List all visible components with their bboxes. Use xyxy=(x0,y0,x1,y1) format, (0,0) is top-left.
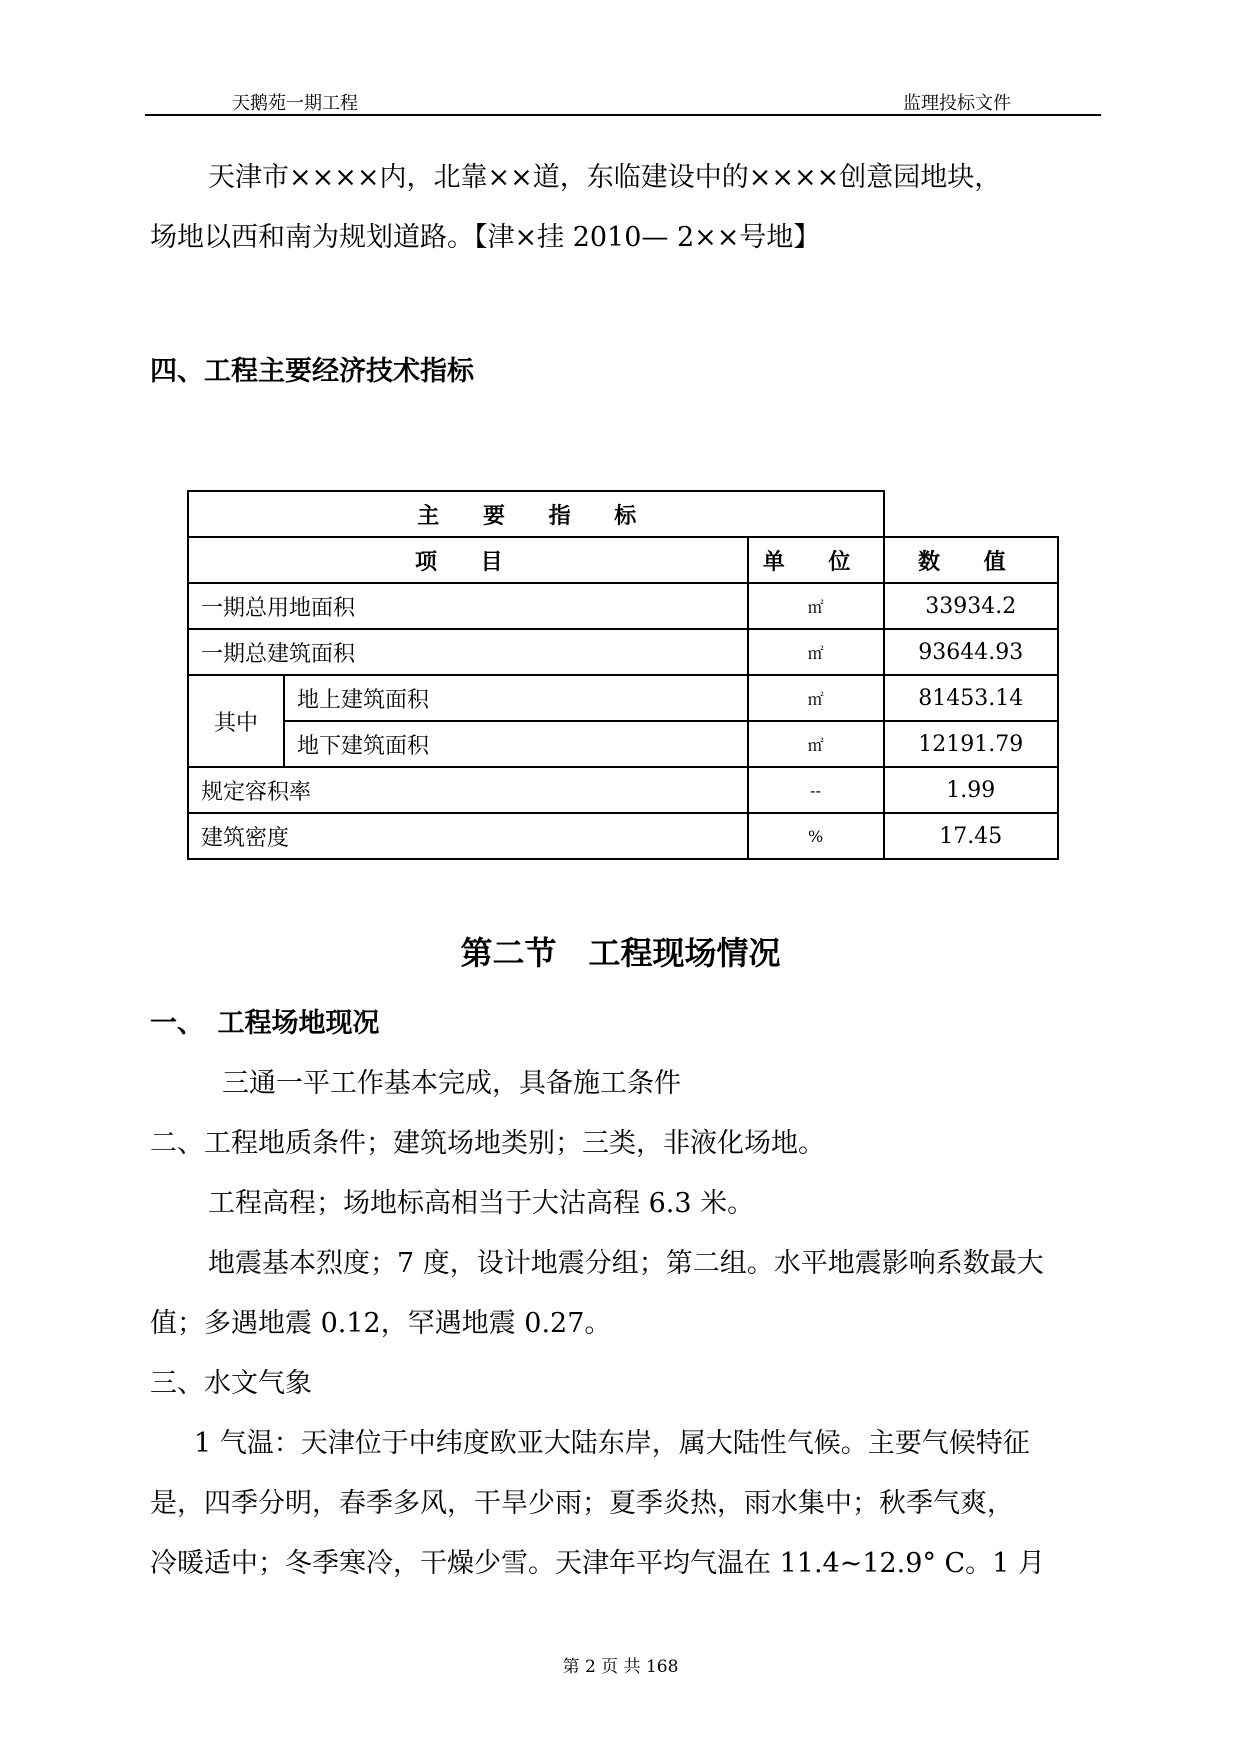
site-status-text: 三通一平工作基本完成，具备施工条件 xyxy=(222,1068,681,1099)
climate-line-3: 冷暖适中；冬季寒冷，干燥少雪。天津年平均气温在 11.4~12.9° C。1 月 xyxy=(150,1548,1045,1579)
header-divider xyxy=(145,114,1101,116)
col-header-item: 项 目 xyxy=(188,537,748,583)
climate-line-1: 1 气温：天津位于中纬度欧亚大陆东岸，属大陆性气候。主要气候特征 xyxy=(194,1428,1030,1459)
row-unit: ㎡ xyxy=(748,721,884,767)
row-unit: ㎡ xyxy=(748,629,884,675)
table-row xyxy=(188,813,1058,859)
row-value: 33934.2 xyxy=(884,583,1058,629)
elevation-line: 工程高程；场地标高相当于大沽高程 6.3 米。 xyxy=(208,1188,755,1219)
climate-line-2: 是，四季分明，春季多风，干旱少雨；夏季炎热，雨水集中；秋季气爽， xyxy=(150,1488,1014,1519)
row-unit: ㎡ xyxy=(748,675,884,721)
row-label: 一期总建筑面积 xyxy=(188,629,748,675)
table-row xyxy=(188,721,1058,767)
header-document-type: 监理投标文件 xyxy=(903,93,1011,114)
row-label: 一期总用地面积 xyxy=(188,583,748,629)
header-project-name: 天鹅苑一期工程 xyxy=(232,93,358,114)
section-2-title: 第二节 工程现场情况 xyxy=(460,934,781,972)
hydrology-heading: 三、水文气象 xyxy=(150,1368,312,1399)
geology-line: 二、工程地质条件；建筑场地类别；三类，非液化场地。 xyxy=(150,1128,825,1159)
table-row xyxy=(188,583,1058,629)
intro-line-2: 场地以西和南为规划道路。【津×挂 2010— 2××号地】 xyxy=(150,222,821,253)
table-row xyxy=(188,767,1058,813)
row-value: 17.45 xyxy=(884,813,1058,859)
seismic-line-2: 值；多遇地震 0.12，罕遇地震 0.27。 xyxy=(150,1308,612,1339)
row-unit: -- xyxy=(748,767,884,813)
row-value: 93644.93 xyxy=(884,629,1058,675)
intro-line-1: 天津市××××内，北靠××道，东临建设中的××××创意园地块， xyxy=(208,162,1002,193)
indicator-table xyxy=(187,490,1059,860)
group-label: 其中 xyxy=(188,675,284,767)
row-label: 建筑密度 xyxy=(188,813,748,859)
section-4-heading: 四、工程主要经济技术指标 xyxy=(150,356,474,387)
row-value: 1.99 xyxy=(884,767,1058,813)
row-value: 12191.79 xyxy=(884,721,1058,767)
col-header-unit: 单 位 xyxy=(748,537,884,583)
page-number: 第 2 页 共 168 xyxy=(562,1657,679,1677)
row-label: 地下建筑面积 xyxy=(284,721,748,767)
table-row xyxy=(188,675,1058,721)
row-unit: % xyxy=(748,813,884,859)
subheading-site-status: 一、 工程场地现况 xyxy=(150,1008,380,1039)
table-row xyxy=(188,629,1058,675)
row-value: 81453.14 xyxy=(884,675,1058,721)
col-header-value: 数 值 xyxy=(884,537,1058,583)
table-title: 主 要 指 标 xyxy=(188,491,884,537)
row-unit: ㎡ xyxy=(748,583,884,629)
row-label: 规定容积率 xyxy=(188,767,748,813)
row-label: 地上建筑面积 xyxy=(284,675,748,721)
seismic-line-1: 地震基本烈度；7 度，设计地震分组；第二组。水平地震影响系数最大 xyxy=(208,1248,1044,1279)
